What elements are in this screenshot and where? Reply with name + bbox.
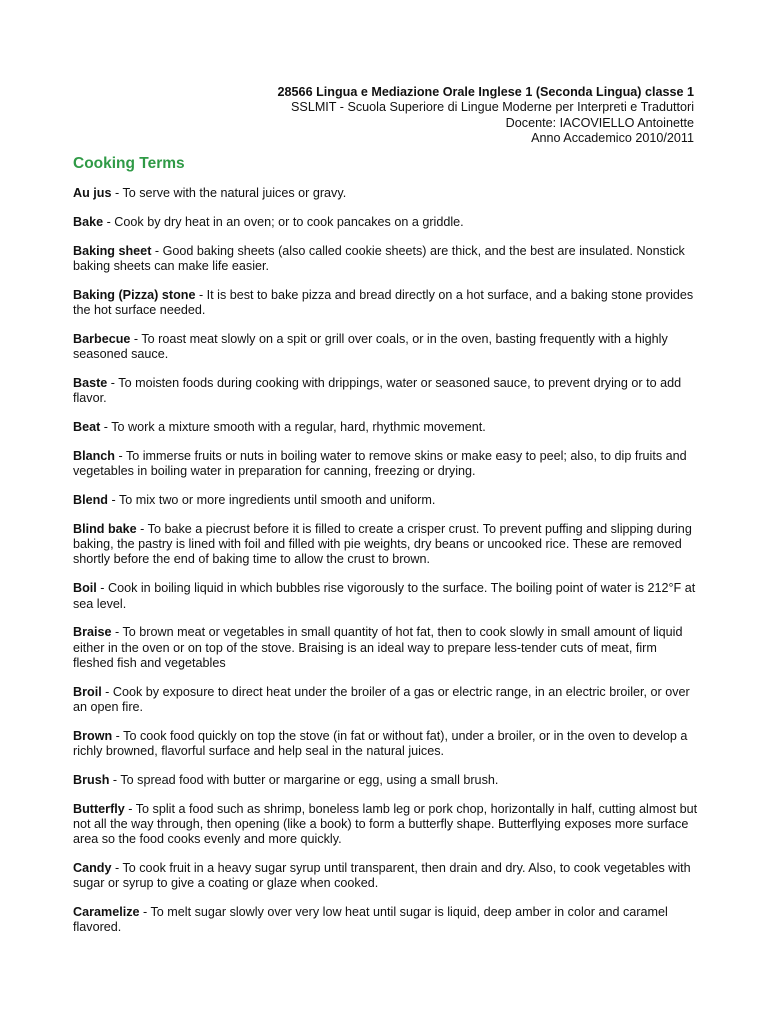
term-definition: - To mix two or more ingredients until smooth and uniform.: [107, 493, 436, 508]
term-entry: [73, 905, 699, 935]
term-entry: [73, 244, 699, 274]
term-entry: [73, 625, 699, 671]
page-title: Cooking Terms: [73, 155, 185, 172]
term-name: Baking sheet: [73, 243, 152, 258]
term-name: Blend: [73, 493, 108, 508]
teacher-line: Docente: IACOVIELLO Antoinette: [505, 115, 694, 130]
term-entry: [73, 493, 699, 508]
term-definition: - Cook by dry heat in an oven; or to cook pancakes on a griddle.: [103, 214, 464, 229]
term-name: Beat: [73, 420, 101, 435]
term-entry: [73, 861, 699, 891]
term-name: Blanch: [73, 449, 115, 464]
course-line: 28566 Lingua e Mediazione Orale Inglese 1 (Seconda Lingua) classe 1: [277, 85, 694, 99]
term-definition: - To cook fruit in a heavy sugar syrup until transparent, then drain and dry. Also, to cook vegetables with sugar or syrup to give a coating or glaze when cooked.: [73, 861, 691, 891]
term-definition: - It is best to bake pizza and bread directly on a hot surface, and a baking stone provides the hot surface needed.: [73, 287, 694, 318]
term-entry: [73, 685, 699, 715]
term-name: Barbecue: [73, 331, 131, 346]
school-line: SSLMIT - Scuola Superiore di Lingue Moderne per Interpreti e Traduttori: [291, 100, 694, 115]
term-name: Baste: [73, 376, 108, 391]
term-definition: - To work a mixture smooth with a regular, hard, rhythmic movement.: [100, 420, 486, 435]
term-entry: [73, 522, 699, 568]
term-entry: [73, 581, 699, 611]
term-definition: - To roast meat slowly on a spit or grill over coals, or in the oven, basting frequently with a highly seasoned sauce.: [73, 331, 668, 362]
document-header: [278, 85, 694, 146]
term-entry: [73, 288, 699, 318]
term-definition: - To spread food with butter or margarine or egg, using a small brush.: [109, 772, 499, 787]
term-definition: - To melt sugar slowly over very low heat until sugar is liquid, deep amber in color and caramel flavored.: [73, 905, 668, 935]
term-entry: [73, 449, 699, 479]
term-entry: [73, 215, 699, 230]
term-name: Bake: [73, 214, 104, 229]
term-entry: [73, 773, 699, 788]
term-definition: - To immerse fruits or nuts in boiling water to remove skins or make easy to peel; also, to dip fruits and vegetables in boiling water in preparation for canning, freezing or drying.: [73, 449, 687, 479]
term-entry: [73, 186, 699, 201]
term-entry: [73, 376, 699, 406]
term-definition: - To split a food such as shrimp, boneless lamb leg or pork chop, horizontally in half, cutting almost but not all the way through, then opening (like a book) to form a butterfly shape. Butterflying exposes more surface area so the food cooks evenly and more quickly.: [73, 801, 698, 847]
term-name: Brown: [73, 728, 113, 743]
term-definition: - Good baking sheets (also called cookie sheets) are thick, and the best are insulated. Nonstick baking sheets can make life easier.: [73, 243, 685, 273]
term-entry: [73, 729, 699, 759]
term-definition: - To cook food quickly on top the stove (in fat or without fat), under a broiler, or in the oven to develop a richly browned, flavorful surface and help seal in the natural juices.: [73, 728, 688, 759]
term-definition: - To brown meat or vegetables in small quantity of hot fat, then to cook slowly in small amount of liquid either in the oven or on top of the stove. Braising is an ideal way to prepare less-tender cuts of meat, firm fleshed fish and vegetables: [73, 625, 683, 670]
term-entry: [73, 332, 699, 362]
term-name: Butterfly: [73, 801, 125, 816]
term-definition: - To moisten foods during cooking with drippings, water or seasoned sauce, to prevent drying or to add flavor.: [73, 376, 682, 406]
term-name: Au jus: [73, 186, 112, 200]
term-definition: - To bake a piecrust before it is filled to create a crisper crust. To prevent puffing and slipping during baking, the pastry is lined with foil and filled with pie weights, dry beans or uncooked rice. These are removed shortly before the end of baking time to allow the crust to brown.: [73, 522, 692, 567]
academic-year-line: Anno Accademico 2010/2011: [531, 130, 694, 145]
term-definition: - To serve with the natural juices or gravy.: [111, 186, 347, 200]
term-name: Caramelize: [73, 905, 140, 920]
term-name: Candy: [73, 861, 112, 876]
term-name: Braise: [73, 625, 112, 640]
terms-list: [73, 186, 699, 949]
term-entry: [73, 802, 699, 848]
term-name: Boil: [73, 581, 97, 596]
term-name: Brush: [73, 772, 110, 787]
term-name: Baking (Pizza) stone: [73, 287, 196, 302]
term-name: Broil: [73, 684, 102, 699]
term-entry: [73, 420, 699, 435]
term-definition: - Cook by exposure to direct heat under the broiler of a gas or electric range, in an electric broiler, or over an open fire.: [73, 684, 690, 714]
term-definition: - Cook in boiling liquid in which bubbles rise vigorously to the surface. The boiling point of water is 212°F at sea level.: [73, 581, 696, 611]
term-name: Blind bake: [73, 522, 137, 537]
